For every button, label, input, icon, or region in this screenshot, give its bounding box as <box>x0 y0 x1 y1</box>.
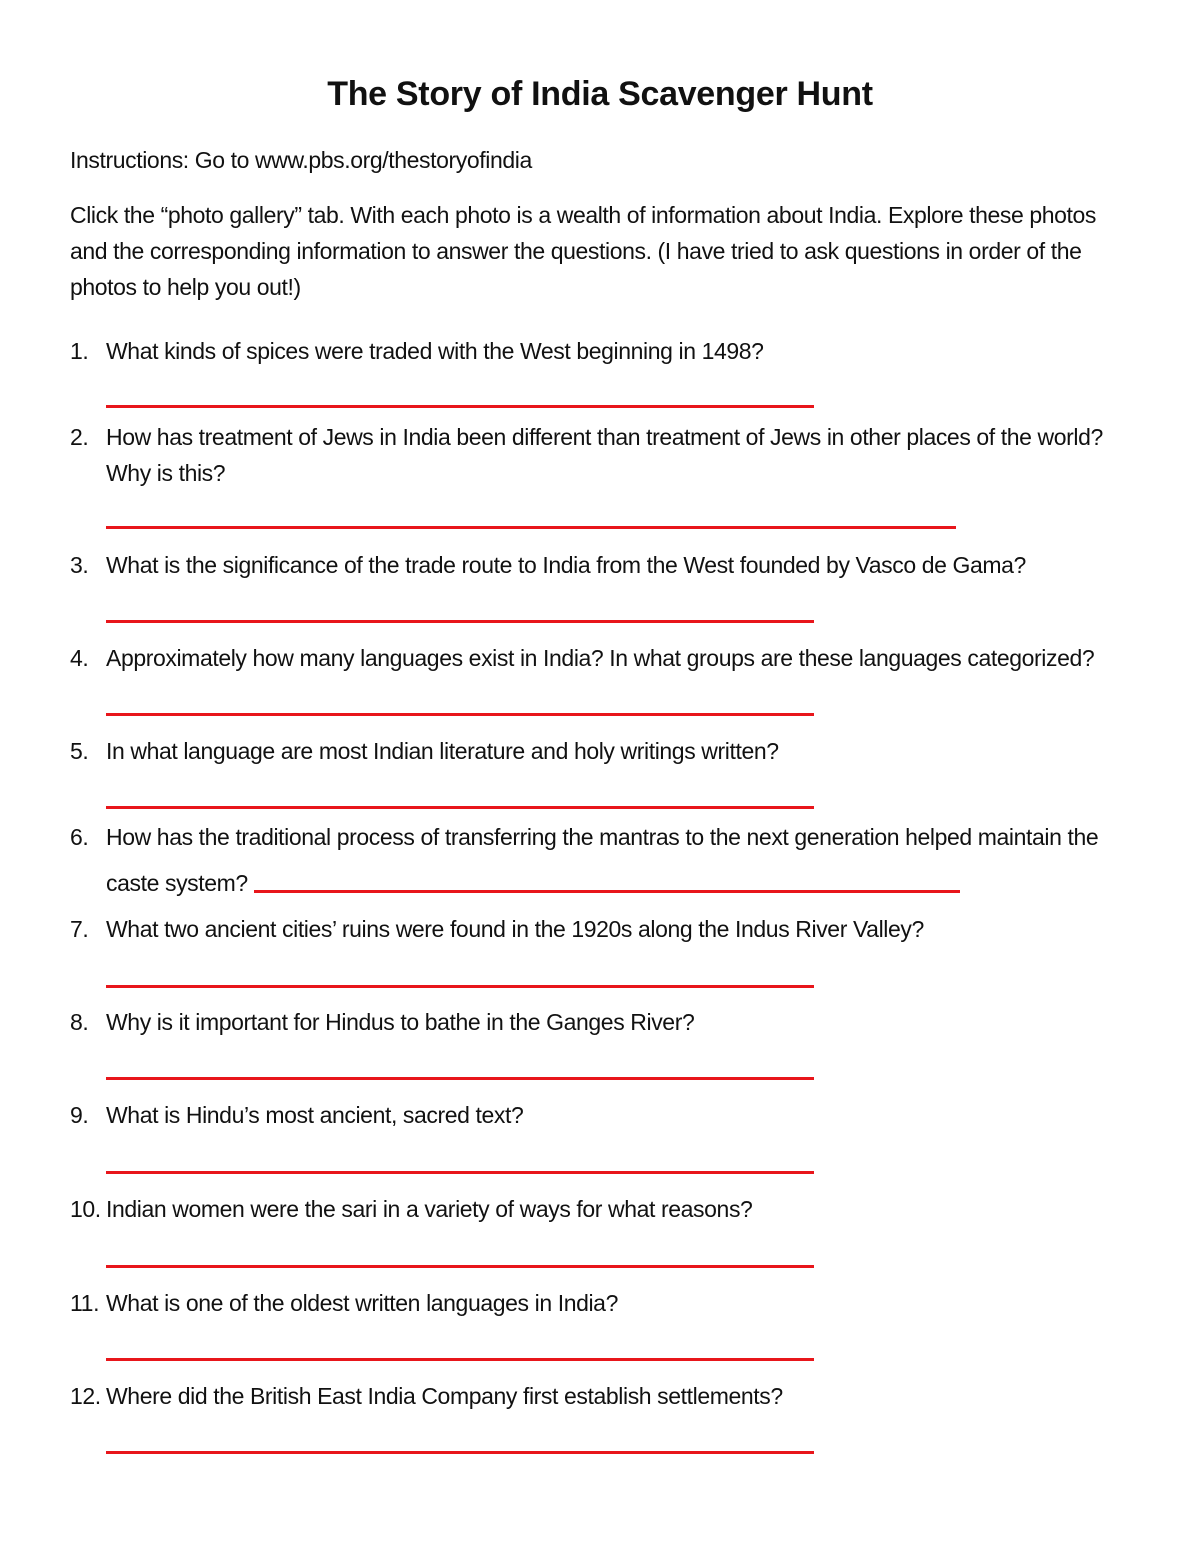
question-text: caste system? <box>106 870 248 896</box>
answer-line-3[interactable] <box>106 620 814 623</box>
question-text: How has treatment of Jews in India been different than treatment of Jews in other places of the world? Why is this? <box>106 424 1103 486</box>
answer-line-12[interactable] <box>106 1451 814 1454</box>
question-text: What is Hindu’s most ancient, sacred text? <box>106 1102 524 1128</box>
answer-line-8[interactable] <box>106 1077 814 1080</box>
question-text: In what language are most Indian literature and holy writings written? <box>106 738 779 764</box>
answer-line-5[interactable] <box>106 806 814 809</box>
instructions-text: Instructions: Go to www.pbs.org/thestoryofindia <box>70 147 532 173</box>
question-number: 2. <box>70 424 89 450</box>
question-number: 11. <box>70 1290 100 1316</box>
question-number: 9. <box>70 1102 89 1128</box>
answer-line-2[interactable] <box>106 526 956 529</box>
answer-line-9[interactable] <box>106 1171 814 1174</box>
question-text: Where did the British East India Company first establish settlements? <box>106 1383 783 1409</box>
question-text: What is one of the oldest written languages in India? <box>106 1290 618 1316</box>
question-text: How has the traditional process of transferring the mantras to the next generation helped maintain the <box>106 824 1099 850</box>
question-number: 8. <box>70 1009 89 1035</box>
answer-line-6[interactable] <box>254 890 960 893</box>
question-number: 10. <box>70 1196 101 1222</box>
question-text: Approximately how many languages exist in India? In what groups are these languages categorized? <box>106 645 1095 671</box>
question-number: 3. <box>70 552 89 578</box>
question-text: What two ancient cities’ ruins were found in the 1920s along the Indus River Valley? <box>106 916 924 942</box>
question-text: Why is it important for Hindus to bathe in the Ganges River? <box>106 1009 695 1035</box>
question-number: 1. <box>70 338 89 364</box>
answer-line-1[interactable] <box>106 405 814 408</box>
answer-line-4[interactable] <box>106 713 814 716</box>
answer-line-10[interactable] <box>106 1265 814 1268</box>
question-number: 6. <box>70 824 89 850</box>
question-text: Indian women were the sari in a variety of ways for what reasons? <box>106 1196 753 1222</box>
question-text: What kinds of spices were traded with the West beginning in 1498? <box>106 338 764 364</box>
question-number: 5. <box>70 738 89 764</box>
page-title: The Story of India Scavenger Hunt <box>327 75 873 113</box>
intro-paragraph: Click the “photo gallery” tab. With each photo is a wealth of information about India. Explore these photos and the corresponding information to answer the questions. (I have tried to ask questions in order of the photos to help you out!) <box>70 202 1097 300</box>
question-number: 12. <box>70 1383 101 1409</box>
answer-line-7[interactable] <box>106 985 814 988</box>
answer-line-11[interactable] <box>106 1358 814 1361</box>
question-number: 4. <box>70 645 89 671</box>
question-text: What is the significance of the trade route to India from the West founded by Vasco de Gama? <box>106 552 1026 578</box>
question-number: 7. <box>70 916 89 942</box>
